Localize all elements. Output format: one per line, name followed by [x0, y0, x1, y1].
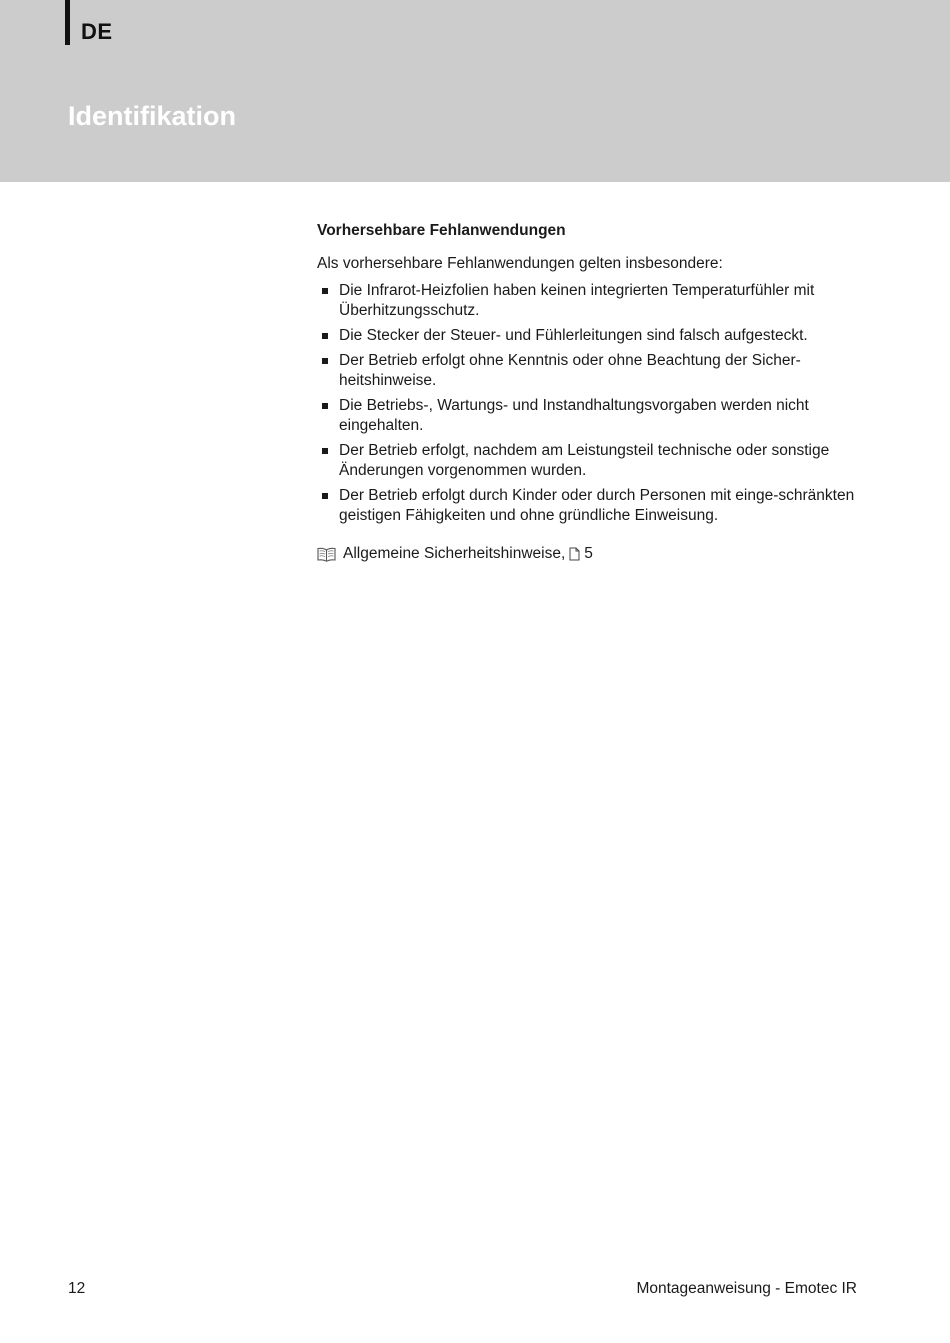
- list-item: [317, 441, 865, 481]
- header-band: [0, 0, 950, 182]
- language-marker-bar: [65, 0, 70, 45]
- intro-text: Als vorhersehbare Fehlanwendungen gelten insbesondere:: [317, 255, 723, 272]
- square-bullet-icon: [322, 448, 328, 454]
- list-item-text: Die Stecker der Steuer- und Fühlerleitungen sind falsch aufgesteckt.: [339, 327, 808, 344]
- section-title: Identifikation: [68, 101, 236, 131]
- square-bullet-icon: [322, 403, 328, 409]
- list-item-text: Der Betrieb erfolgt ohne Kenntnis oder ohne Beachtung der Sicher-heitshinweise.: [339, 352, 801, 389]
- square-bullet-icon: [322, 333, 328, 339]
- square-bullet-icon: [322, 358, 328, 364]
- list-item-text: Die Infrarot-Heizfolien haben keinen integrierten Temperaturfühler mit Überhitzungsschutz.: [339, 282, 815, 319]
- cross-reference[interactable]: [317, 544, 865, 564]
- language-code: DE: [81, 19, 113, 44]
- list-item-text: Der Betrieb erfolgt, nachdem am Leistungsteil technische oder sonstige Änderungen vorgenommen wurden.: [339, 442, 830, 479]
- list-item: [317, 281, 865, 321]
- main-content: [317, 221, 865, 564]
- list-item: [317, 351, 865, 391]
- list-item: [317, 486, 865, 526]
- list-item: [317, 326, 865, 346]
- square-bullet-icon: [322, 288, 328, 294]
- list-item-text: Der Betrieb erfolgt durch Kinder oder durch Personen mit einge-schränkten geistigen Fähigkeiten und ohne gründliche Einweisung.: [339, 487, 855, 524]
- bullet-list: [317, 281, 865, 526]
- reference-page-number: 5: [584, 545, 593, 562]
- list-item-text: Die Betriebs-, Wartungs- und Instandhaltungsvorgaben werden nicht eingehalten.: [339, 397, 809, 434]
- page-number: 12: [68, 1280, 86, 1297]
- square-bullet-icon: [322, 493, 328, 499]
- list-item: [317, 396, 865, 436]
- reference-text: Allgemeine Sicherheitshinweise,: [343, 545, 566, 562]
- page-icon: [569, 547, 580, 561]
- subheading: Vorhersehbare Fehlanwendungen: [317, 222, 566, 239]
- book-icon: [317, 547, 336, 562]
- document-title: Montageanweisung - Emotec IR: [636, 1280, 857, 1297]
